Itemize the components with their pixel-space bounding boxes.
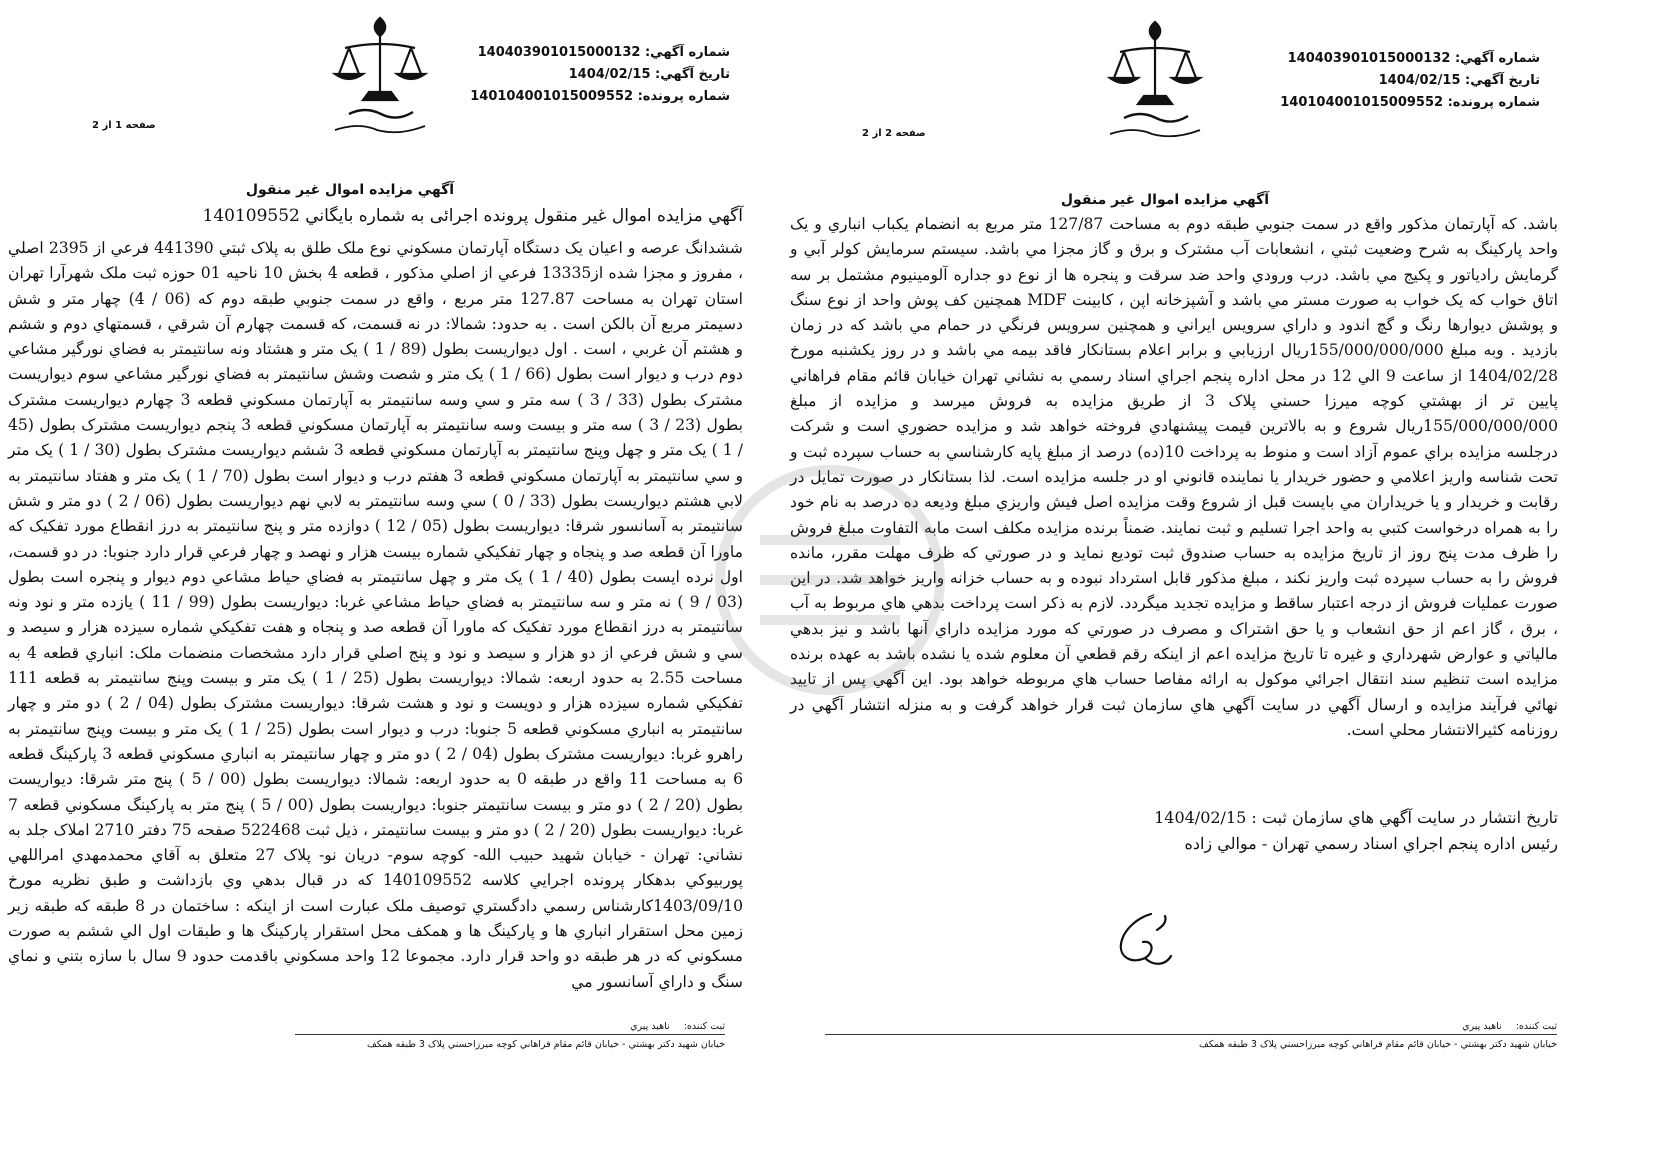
document-page-2 (790, 0, 1635, 1150)
document-title: آگهي مزايده اموال غير منقول (1060, 192, 1270, 208)
notice-date-row: تاريخ آگهي: 1404/02/15 (568, 67, 730, 82)
document-page-1 (0, 0, 805, 1150)
registrar-label: ثبت كننده: (683, 1021, 725, 1032)
notice-meta (1280, 48, 1540, 114)
footer-divider (295, 1034, 725, 1035)
page-number: صفحه 2 از 2 (862, 128, 926, 139)
footer-address: خيابان شهيد دكتر بهشتي - خيابان قائم مقام فراهاني كوچه ميرزاحسني پلاک 3 طبقه همكف (366, 1039, 725, 1050)
document-title: آگهي مزايده اموال غير منقول (245, 182, 455, 198)
registrar-row (295, 1020, 725, 1034)
registrar-row (825, 1020, 1557, 1034)
notice-meta (470, 42, 730, 108)
page-footer (825, 1020, 1557, 1052)
notice-date: 1404/02/15 (1378, 73, 1461, 88)
notice-number-row: شماره آگهي: 140403901015000132 (477, 45, 730, 60)
notice-number-row: شماره آگهي: 140403901015000132 (1287, 51, 1540, 66)
judiciary-emblem-icon (1090, 14, 1220, 144)
file-number: 140104001015009552 (470, 89, 634, 104)
page-footer (295, 1020, 725, 1052)
notice-number: 140403901015000132 (1287, 51, 1451, 66)
footer-divider (825, 1034, 1557, 1035)
body-paragraph: باشد. كه آپارتمان مذكور واقع در سمت جنوبي طبقه دوم به مساحت 127/87 متر مربع به انضمام يكباب انباري و يک واحد پاركينگ به شرح وضعيت ثبتي ، انشعابات آب مشترک و برق و گاز مجزا مي باشد. سيستم سرمايش كولر آبي و گرمايش رادياتور و پكيج مي باشد. درب ورودي واحد ضد سرقت و پنجره ها از نوع دو جداره آلومينيوم مشتمل بر سه اتاق خواب كه يک خواب به صورت مستر مي باشد و آشپزخانه اپن ، كابينت MDF همچنين كف پوش واحد از نوع سنگ و پوشش ديوارها رنگ و گچ اندود و داراي سرويس ايراني و همچنين سرويس فرنگي در حمام مي باشد كه در زمان بازديد . وبه مبلغ 155/000/000/000ريال ارزيابي و برابر اعلام بستانكار فاقد بيمه مي باشد و در روز يكشنبه مورخ 1404/02/28 از ساعت 9 الي 12 در محل اداره پنجم اجراي اسناد رسمي به نشاني تهران خيابان قائم مقام فراهاني پايين تر از بهشتي كوچه ميرزا حسني پلاک 3 از طريق مزايده به فروش ميرسد و مزايده از مبلغ 155/000/000/000ريال شروع و به بالاترين قيمت پيشنهادي فروخته خواهد شد و مزايده حضوري است و شركت درجلسه مزايده براي عموم آزاد است و منوط به پرداخت 10(ده) درصد از مبلغ پايه كارشناسي به حساب سپرده ثبت و تحت شناسه واريز اعلامي و حضور خريدار يا نماينده قانوني او در جلسه مزايده است. لذا بستانكار در صورت تمايل در رقابت و خريدار و يا خريداران مي بايست قبل از شروع وقت مزايده اصل فيش واريزي مبلغ وديعه ده درصد به نام خود را به همراه درخواست كتبي به واحد اجرا تسليم و ثبت نمايند. ضمناً برنده مزايده مكلف است مابه التفاوت مبلغ فروش را ظرف مدت پنج روز از تاريخ مزايده به حساب صندوق ثبت توديع نمايد و در صورتي كه ظرف مهلت مقرر، مانده فروش را به حساب سپرده ثبت واريز نكند ، مبلغ مذكور قابل استرداد نبوده و به حساب خزانه واريز خواهد شد. در اين صورت عمليات فروش از درجه اعتبار ساقط و مزايده تجديد ميگردد. لازم به ذكر است پرداخت بدهي هاي مربوط به آب ، برق ، گاز اعم از حق انشعاب و يا حق اشتراک و مصرف در صورتي كه مورد مزايده داراي آنها باشد و نيز بدهي مالياتي و عوارض شهرداري و غيره تا تاريخ مزايده اعم از اينكه رقم قطعي آن معلوم شده يا نشده باشد به عهده برنده مزايده است تنظيم سند انتقال اجرائي موكول به ارائه مفاصا حساب هاي مربوطه خواهد بود. اين آگهي پس از تاييد نهائي فرآيند مزايده و ارسال آگهي در سايت آگهي هاي سازمان ثبت قرار خواهد گرفت و به منزله انتشار آگهي در روزنامه كثيرالانتشار محلي است. (790, 215, 1558, 739)
notice-date: 1404/02/15 (568, 67, 651, 82)
file-number-row: شماره پرونده: 140104001015009552 (470, 89, 730, 104)
notice-number: 140403901015000132 (477, 45, 641, 60)
signature-icon (1093, 900, 1188, 980)
footer-address: خيابان شهيد دكتر بهشتي - خيابان قائم مقام فراهاني كوچه ميرزاحسني پلاک 3 طبقه همكف (1198, 1039, 1557, 1050)
file-number-row: شماره پرونده: 140104001015009552 (1280, 95, 1540, 110)
file-number: 140104001015009552 (1280, 95, 1444, 110)
notice-body (8, 236, 743, 995)
document-subtitle: آگهي مزايده اموال غير منقول پرونده اجرائی به شماره بايگاني 140109552 (202, 206, 743, 226)
office-head-line: رئيس اداره پنجم اجراي اسناد رسمي تهران - موالي زاده (1184, 834, 1558, 853)
body-paragraph: ششدانگ عرصه و اعيان يک دستگاه آپارتمان مسکوني نوع ملک طلق به پلاک ثبتي 441390 فرعي از 2395 اصلي ، مفروز و مجزا شده از13335 فرعي از اصلي مذکور ، قطعه 4 بخش 10 ناحيه 01 حوزه ثبت ملک شهرآرا تهران استان تهران به مساحت 127.87 متر مربع ، واقع در سمت جنوبي طبقه دوم كه (06 / 4) چهار متر و شش دسيمتر مربع آن بالكن است . به حدود: شمالا: در نه قسمت، كه قسمت چهارم آن شرقي ، قسمتهاي دوم و ششم و هشتم آن غربي ، است . اول ديواريست بطول (89 / 1 ) يک متر و هشتاد ونه سانتيمتر به فضاي نورگير مشاعي دوم درب و ديوار است بطول (66 / 1 ) يک متر و شصت وشش سانتيمتر به فضاي نورگير مشاعي سوم ديواريست مشترک بطول (33 / 3 ) سه متر و سي وسه سانتيمتر به آپارتمان مسکوني قطعه 3 چهارم ديواريست مشترک بطول (23 / 3 ) سه متر و بيست وسه سانتيمتر به آپارتمان مسکوني قطعه 3 پنجم ديواريست مشترک بطول (45 / 1 ) يک متر و چهل وپنج سانتيمتر به آپارتمان مسکوني قطعه 3 ششم ديواريست مشترک بطول (30 / 1 ) يک متر و سي سانتيمتر به آپارتمان مسکوني قطعه 3 هفتم درب و ديوار است بطول (70 / 1 ) يک متر و هفتاد سانتيمتر به لابي هشتم ديواريست بطول (33 / 0 ) سي وسه سانتيمتر به لابي نهم ديواريست بطول (06 / 2 ) دو متر و شش سانتيمتر به آسانسور شرقا: ديواريست بطول (05 / 12 ) دوازده متر و پنج سانتيمتر به درز انقطاع مورد تفکيک که ماورا آن قطعه صد و پنجاه و چهار تفکيکي شماره بيست هزار و نهصد و چهار فرعي قرار دارد جنوبا: در دو قسمت، اول نرده ايست بطول (40 / 1 ) يک متر و چهل سانتيمتر به فضاي حياط مشاعي دوم ديوار و پنجره است بطول (03 / 9 ) نه متر و سه سانتيمتر به فضاي حياط مشاعي غربا: ديواريست بطول (99 / 11 ) يازده متر و نود ونه سانتيمتر به درز انقطاع مورد تفکيک که ماورا آن قطعه صد و پنجاه و هفت تفکيکي شماره سيزده هزار و سيصد و سي و شش فرعي از دو هزار و سيصد و نود و پنج اصلي قرار دارد مشخصات منضمات ملک: انباري قطعه 4 به مساحت 2.55 به حدود اربعه: شمالا: ديواريست بطول (25 / 1 ) يک متر و بيست وپنج سانتيمتر به قطعه 111 تفکيکي شماره سيزده هزار و دويست و نود و هشت شرقا: ديواريست مشترک بطول (04 / 2 ) دو متر و چهار سانتيمتر به انباري مسکوني قطعه 5 جنوبا: درب و ديوار است بطول (25 / 1 ) يک متر و بيست وپنج سانتيمتر به راهرو غربا: ديواريست مشترک بطول (04 / 2 ) دو متر و چهار سانتيمتر به انباري مسکوني قطعه 3 پارکينگ قطعه 6 به مساحت 11 واقع در طبقه 0 به حدود اربعه: شمالا: ديواريست بطول (00 / 5 ) پنج متر شرقا: ديواريست بطول (20 / 2 ) دو متر و بيست سانتيمتر جنوبا: ديواريست بطول (00 / 5 ) پنج متر به پارکينگ مسکوني قطعه 7 غربا: ديواريست بطول (20 / 2 ) دو متر و بيست سانتيمتر ، ذيل ثبت 522468 صفحه 75 دفتر 2710 املاک جلد به نشاني: تهران - خيابان شهيد حبيب الله- کوچه سوم- دريان نو- پلاک 27 متعلق به آقاي محمدمهدي امراللهي پوربيوکي بدهکار پرونده اجرايي كلاسه 140109552 كه در قبال بدهي وي بازداشت و طبق نظريه مورخ 1403/09/10كارشناس رسمي دادگستري توصيف ملک عبارت است از اينكه : ساختمان در 8 طبقه كه طبقه زير زمين محل استقرار انباري ها و پاركينگ ها و همكف محل استقرار پاركينگ ها و طبقات اول الي ششم به صورت مسكوني كه در هر طبقه دو واحد قرار دارد. مجموعا 12 واحد مسكوني باقدمت حدود 9 سال با سازه بتني و نماي سنگ و داراي آسانسور مي (8, 239, 744, 991)
registrar-name: ناهيد پيري (630, 1021, 670, 1032)
notice-date-row: تاريخ آگهي: 1404/02/15 (1378, 73, 1540, 88)
publication-date-line: تاريخ انتشار در سايت آگهي هاي سازمان ثبت : 1404/02/15 (1154, 808, 1558, 827)
registrar-name: ناهيد پيري (1462, 1021, 1502, 1032)
registrar-label: ثبت كننده: (1515, 1021, 1557, 1032)
notice-body (790, 212, 1558, 743)
page-number: صفحه 1 از 2 (92, 120, 156, 131)
judiciary-emblem-icon (315, 10, 445, 140)
